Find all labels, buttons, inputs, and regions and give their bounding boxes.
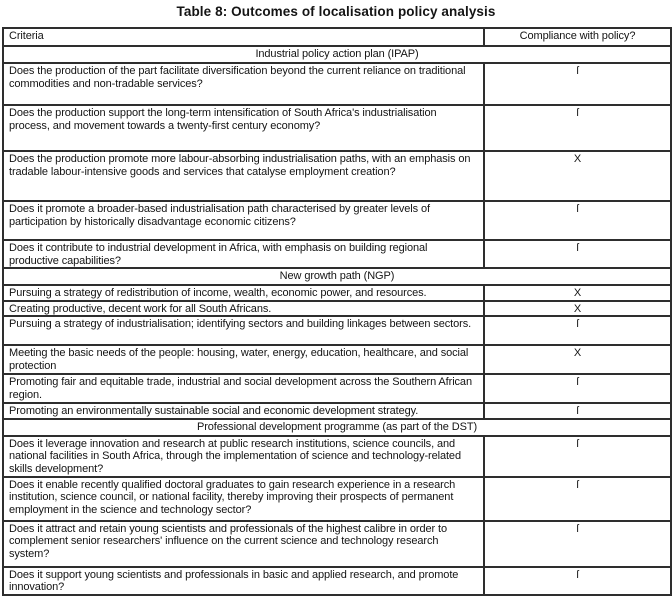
- compliance-cell: ſ: [484, 477, 671, 521]
- compliance-cell: ſ: [484, 201, 671, 240]
- table-row: [3, 201, 671, 240]
- compliance-cell: ſ: [484, 521, 671, 567]
- table-row: [3, 285, 671, 301]
- outcomes-table: [2, 27, 672, 596]
- criteria-cell: Pursuing a strategy of industrialisation; identifying sectors and building linkages between sectors.: [3, 316, 484, 345]
- section-heading-ipap: Industrial policy action plan (IPAP): [3, 46, 671, 63]
- column-header-criteria: Criteria: [3, 28, 484, 46]
- section-heading-dst: Professional development programme (as part of the DST): [3, 419, 671, 436]
- section-heading-row-ngp: [3, 268, 671, 285]
- table-row: [3, 151, 671, 201]
- section-heading-ngp: New growth path (NGP): [3, 268, 671, 285]
- criteria-cell: Does it leverage innovation and research at public research institutions, science councils, and national facilities in South Africa, through the implementation of science and technology-related skills development?: [3, 436, 484, 477]
- section-heading-row-dst: [3, 419, 671, 436]
- criteria-cell: Promoting an environmentally sustainable social and economic development strategy.: [3, 403, 484, 419]
- table-row: [3, 240, 671, 268]
- criteria-cell: Creating productive, decent work for all South Africans.: [3, 301, 484, 317]
- criteria-cell: Does it contribute to industrial development in Africa, with emphasis on building regional productive capabilities?: [3, 240, 484, 268]
- criteria-cell: Does the production promote more labour-absorbing industrialisation paths, with an emphasis on tradable labour-intensive goods and services that catalyse employment creation?: [3, 151, 484, 201]
- table-row: [3, 567, 671, 595]
- table-row: [3, 345, 671, 374]
- table-row: [3, 403, 671, 419]
- table-row: [3, 301, 671, 317]
- compliance-cell: ſ: [484, 316, 671, 345]
- criteria-cell: Pursuing a strategy of redistribution of income, wealth, economic power, and resources.: [3, 285, 484, 301]
- compliance-cell: ſ: [484, 567, 671, 595]
- compliance-cell: ſ: [484, 374, 671, 403]
- criteria-cell: Promoting fair and equitable trade, industrial and social development across the Southern African region.: [3, 374, 484, 403]
- compliance-cell: X: [484, 345, 671, 374]
- criteria-cell: Does it promote a broader-based industrialisation path characterised by greater levels of participation by historically disadvantage economic citizens?: [3, 201, 484, 240]
- compliance-cell: ſ: [484, 240, 671, 268]
- criteria-cell: Does it attract and retain young scientists and professionals of the highest calibre in order to complement senior researchers' influence on the current science and technology research system?: [3, 521, 484, 567]
- compliance-cell: X: [484, 285, 671, 301]
- table-row: [3, 63, 671, 105]
- header-row: [3, 28, 671, 46]
- compliance-cell: ſ: [484, 436, 671, 477]
- criteria-cell: Meeting the basic needs of the people: housing, water, energy, education, healthcare, and social protection: [3, 345, 484, 374]
- table-row: [3, 477, 671, 521]
- table-row: [3, 374, 671, 403]
- column-header-compliance: Compliance with policy?: [484, 28, 671, 46]
- table-row: [3, 521, 671, 567]
- compliance-cell: X: [484, 301, 671, 317]
- criteria-cell: Does the production of the part facilitate diversification beyond the current reliance on traditional commodities and non-tradable services?: [3, 63, 484, 105]
- compliance-cell: ſ: [484, 63, 671, 105]
- compliance-cell: ſ: [484, 403, 671, 419]
- section-heading-row-ipap: [3, 46, 671, 63]
- compliance-cell: ſ: [484, 105, 671, 151]
- compliance-cell: X: [484, 151, 671, 201]
- table-row: [3, 436, 671, 477]
- criteria-cell: Does the production support the long-term intensification of South Africa's industrialisation process, and movement towards a twenty-first century economy?: [3, 105, 484, 151]
- criteria-cell: Does it enable recently qualified doctoral graduates to gain research experience in a research institution, science council, or national facility, thereby improving their prospects of permanent employment in the science and technology sector?: [3, 477, 484, 521]
- criteria-cell: Does it support young scientists and professionals in basic and applied research, and promote innovation?: [3, 567, 484, 595]
- table-caption: Table 8: Outcomes of localisation policy analysis: [176, 4, 496, 19]
- table-row: [3, 316, 671, 345]
- table-row: [3, 105, 671, 151]
